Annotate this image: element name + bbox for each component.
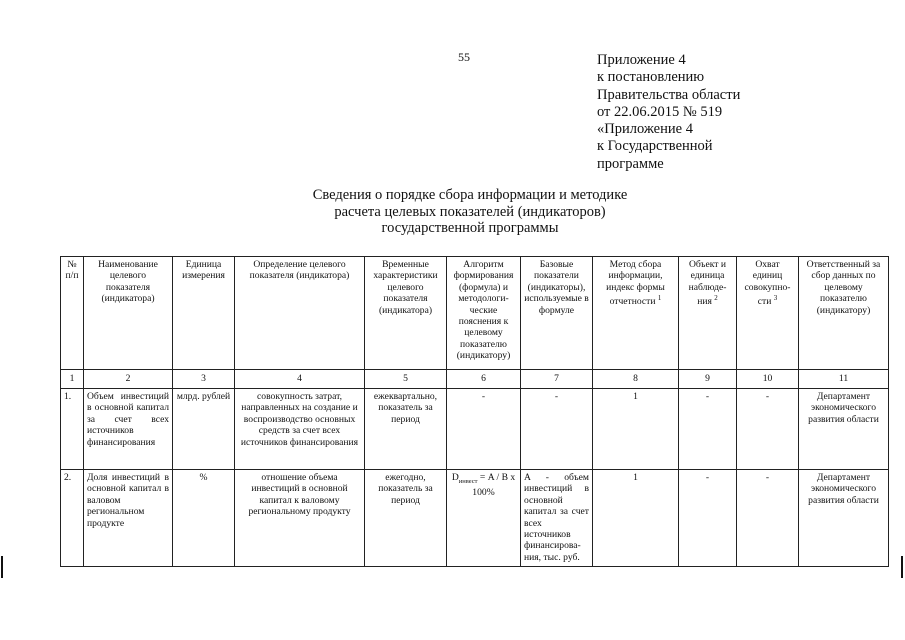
column-number: 11 — [799, 370, 889, 389]
title-line: государственной программы — [381, 220, 559, 236]
header-base: Базовые показатели (индикаторы), используемые в формуле — [521, 257, 593, 370]
footnote-marker: 1 — [657, 294, 662, 303]
cell-definition: отношение объема инвестиций в основной капитал к валовому региональному продукту — [235, 470, 365, 567]
header-time: Временные характеристики целевого показателя (индикатора) — [365, 257, 447, 370]
appendix-line: от 22.06.2015 № 519 — [597, 103, 723, 120]
column-number: 10 — [737, 370, 799, 389]
column-number: 1 — [61, 370, 84, 389]
document-title — [250, 187, 690, 237]
formula-expression: = A / B x 100% — [472, 472, 516, 499]
column-number: 8 — [593, 370, 679, 389]
cell-responsible: Департамент экономического развития области — [799, 389, 889, 470]
page-number: 55 — [458, 50, 470, 64]
header-unit: Единица измерения — [173, 257, 235, 370]
cell-responsible: Департамент экономического развития области — [799, 470, 889, 567]
appendix-line: Приложение 4 — [597, 52, 686, 68]
cell-name: Объем инвестиций в основной капитал за счет всех источников финансирования — [84, 389, 173, 470]
appendix-line: «Приложение 4 — [597, 121, 693, 138]
cell-method: 1 — [593, 470, 679, 567]
title-line: Сведения о порядке сбора информации и методике — [312, 187, 628, 203]
formula-symbol: D — [451, 472, 459, 483]
header-responsible: Ответственный за сбор данных по целевому показателю (индикатору) — [799, 257, 889, 370]
appendix-line: к Государственной — [597, 138, 713, 155]
header-coverage — [737, 257, 799, 370]
cell-algorithm — [447, 470, 521, 567]
appendix-line: Правительства области — [597, 86, 741, 103]
header-name: Наименование целевого показателя (индикатора) — [84, 257, 173, 370]
cell-algorithm: - — [447, 389, 521, 470]
cell-object: - — [679, 389, 737, 470]
footnote-marker: 2 — [714, 294, 718, 303]
cell-coverage: - — [737, 470, 799, 567]
header-num: № п/п — [61, 257, 84, 370]
cell-object: - — [679, 470, 737, 567]
cell-num: 2. — [61, 470, 84, 567]
table-header-row — [61, 257, 889, 370]
cell-unit: % — [173, 470, 235, 567]
column-number: 3 — [173, 370, 235, 389]
cell-base: A - объем инвестиций в основной капитал за счет всех источников финансирова-ния, тыс. руб. — [521, 470, 593, 567]
formula-subscript: инвест — [458, 477, 478, 485]
header-object-text: Объект и единица наблюде-ния — [688, 259, 727, 308]
column-number: 2 — [84, 370, 173, 389]
cell-definition: совокупность затрат, направленных на создание и воспроизводство основных средств за счет всех источников финансирования — [235, 389, 365, 470]
header-algorithm: Алгоритм формирования (формула) и методологи-ческие пояснения к целевому показателю (индикатору) — [447, 257, 521, 370]
footnote-marker: 3 — [773, 294, 778, 303]
table-row — [61, 389, 889, 470]
header-method-text: Метод сбора информации, индекс формы отчетности — [606, 259, 665, 308]
column-number: 5 — [365, 370, 447, 389]
cell-unit: млрд. рублей — [173, 389, 235, 470]
column-number: 7 — [521, 370, 593, 389]
cell-name: Доля инвестиций в основной капитал в валовом региональном продукте — [84, 470, 173, 567]
title-line: расчета целевых показателей (индикаторов) — [334, 203, 606, 220]
indicators-table — [60, 256, 889, 567]
appendix-block — [597, 52, 740, 173]
appendix-line: к постановлению — [597, 69, 705, 86]
header-definition: Определение целевого показателя (индикатора) — [235, 257, 365, 370]
scan-edge-mark-right — [901, 556, 903, 578]
cell-time: ежегодно, показатель за период — [365, 470, 447, 567]
cell-method: 1 — [593, 389, 679, 470]
header-method — [593, 257, 679, 370]
column-number: 4 — [235, 370, 365, 389]
appendix-line: программе — [597, 155, 664, 172]
column-number: 6 — [447, 370, 521, 389]
header-object — [679, 257, 737, 370]
cell-num: 1. — [61, 389, 84, 470]
column-number: 9 — [679, 370, 737, 389]
column-number-row — [61, 370, 889, 389]
cell-time: ежеквартально, показатель за период — [365, 389, 447, 470]
cell-coverage: - — [737, 389, 799, 470]
scan-edge-mark-left — [1, 556, 3, 578]
header-coverage-text: Охват единиц совокупно-сти — [744, 259, 791, 308]
cell-base: - — [521, 389, 593, 470]
table-row — [61, 470, 889, 567]
